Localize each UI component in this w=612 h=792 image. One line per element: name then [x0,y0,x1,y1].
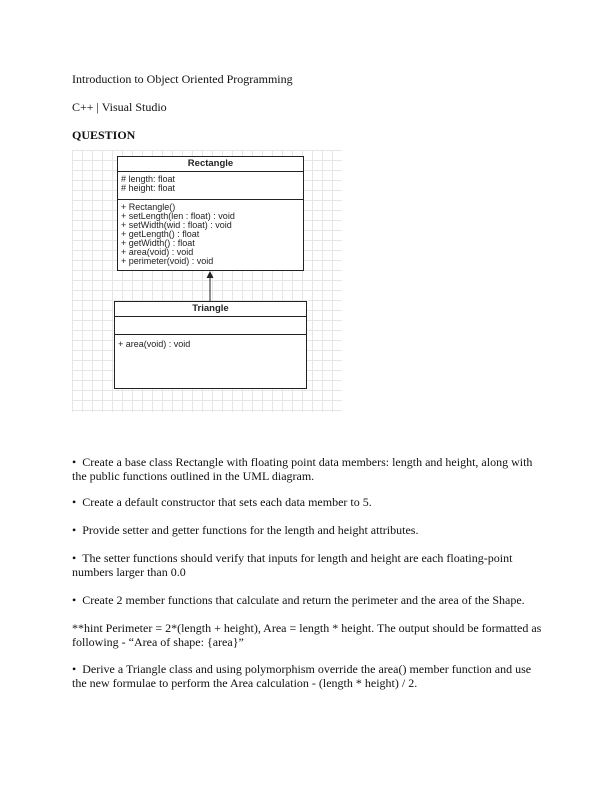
bullet-item [72,523,542,537]
bullet-text: Create a base class Rectangle with floating point data members: length and height, along with the public functions outlined in the UML diagram. [72,455,533,483]
triangle-operations [115,335,306,352]
triangle-operation: + area(void) : void [118,339,191,349]
rectangle-attribute: # height: float [121,183,176,193]
bullet-text: Provide setter and getter functions for the length and height attributes. [82,523,419,537]
bullet-item [72,662,542,690]
rectangle-operation: + getWidth() : float [121,238,195,248]
bullet-icon: • [72,495,77,509]
rectangle-operation: + area(void) : void [121,247,194,257]
bullet-item [72,551,542,579]
triangle-class-name: Triangle [115,302,306,317]
bullet-item [72,455,542,483]
rectangle-operation: + setWidth(wid : float) : void [121,220,232,230]
inheritance-arrowhead-icon [207,271,214,278]
uml-diagram [72,150,342,412]
rectangle-attribute: # length: float [121,174,176,184]
bullet-icon: • [72,662,77,676]
bullet-item [72,495,542,509]
rectangle-operation: + setLength(len : float) : void [121,211,235,221]
hint-paragraph: **hint Perimeter = 2*(length + height), Area = length * height. The output should be formatted as following - “Area of shape: {area}” [72,621,542,649]
triangle-class-box [114,301,307,389]
course-title: Introduction to Object Oriented Programming [72,72,293,86]
tools-line: C++ | Visual Studio [72,100,167,114]
bullet-text: Derive a Triangle class and using polymorphism override the area() member function and use the new formulae to perform the Area calculation - (length * height) / 2. [72,662,532,690]
bullet-item [72,593,542,607]
bullet-text: Create a default constructor that sets each data member to 5. [82,495,372,509]
rectangle-class-name: Rectangle [118,157,303,172]
rectangle-operation: + getLength() : float [121,229,200,239]
bullet-icon: • [72,455,77,469]
bullet-icon: • [72,551,77,565]
rectangle-operation: + perimeter(void) : void [121,256,214,266]
rectangle-operation: + Rectangle() [121,202,176,212]
bullet-icon: • [72,523,77,537]
triangle-attributes [115,317,306,335]
bullet-text: The setter functions should verify that inputs for length and height are each floating-point numbers larger than 0.0 [72,551,513,579]
question-heading: QUESTION [72,128,136,142]
bullet-text: Create 2 member functions that calculate and return the perimeter and the area of the Shape. [82,593,525,607]
bullet-icon: • [72,593,77,607]
